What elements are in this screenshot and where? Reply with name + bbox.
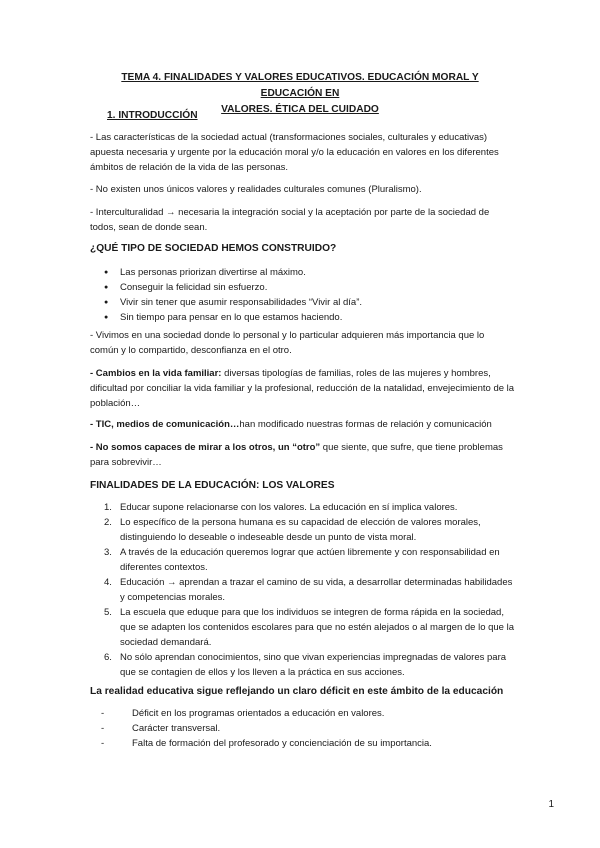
item-number: 4. — [104, 577, 112, 588]
list-item — [106, 545, 516, 575]
item-number: 3. — [104, 547, 112, 558]
finalidades-numbered-list — [106, 500, 516, 680]
title-line-1: TEMA 4. FINALIDADES Y VALORES EDUCATIVOS. EDUCACIÓN MORAL Y EDUCACIÓN EN — [121, 72, 479, 99]
item-number: 1. — [104, 502, 112, 513]
paragraph-5 — [90, 366, 515, 411]
society-bullet-list — [106, 265, 516, 325]
item-text: A través de la educación queremos lograr que actúen libremente y con responsabilidad en diferentes contextos. — [120, 547, 500, 573]
item-text: Educación → aprendan a trazar el camino de su vida, a desarrollar determinadas habilidades y competencias morales. — [120, 577, 513, 603]
list-item: - Déficit en los programas orientados a educación en valores. — [106, 706, 516, 721]
item-text: Lo específico de la persona humana es su capacidad de elección de valores morales, distinguiendo lo deseable o indeseable desde un punto de vista moral. — [120, 517, 481, 543]
paragraph-7 — [90, 440, 515, 470]
list-item: ● Conseguir la felicidad sin esfuerzo. — [106, 280, 516, 295]
paragraph-5-text: diversas tipologías de familias, roles de las mujeres y hombres, dificultad por conciliar la vida familiar y la profesional, reducción de la natalidad, envejecimiento de la población… — [90, 368, 515, 409]
list-item — [106, 650, 516, 680]
page-number: 1 — [548, 799, 554, 810]
title-line-2: VALORES. ÉTICA DEL CUIDADO — [221, 104, 379, 115]
list-item — [106, 605, 516, 650]
deficit-dash-list — [106, 706, 516, 751]
paragraph-1: - Las características de la sociedad actual (transformaciones sociales, culturales y educativas) apuesta necesaria y urgente por la educación moral y/o la educación en valores en los diferentes ámbitos de relación de la vida de las personas. — [90, 132, 499, 173]
list-item: - Falta de formación del profesorado y concienciación de su importancia. — [106, 736, 516, 751]
paragraph-6-text: han modificado nuestras formas de relación y comunicación — [239, 419, 492, 430]
paragraph-7-text: que siente, que sufre, que tiene problemas para sobrevivir… — [90, 442, 503, 468]
paragraph-2: - No existen unos únicos valores y realidades culturales comunes (Pluralismo). — [90, 184, 422, 195]
item-text: No sólo aprendan conocimientos, sino que vivan experiencias impregnadas de valores para que se contagien de ellos y los lleven a la práctica en sus acciones. — [120, 652, 507, 678]
paragraph-5-bold: - Cambios en la vida familiar: — [90, 368, 222, 379]
item-text: La escuela que eduque para que los individuos se integren de forma rápida en la sociedad, que se adapten los contenidos escolares para que no estén alejados o al margen de lo que la sociedad demandará. — [120, 607, 514, 648]
list-item: - Carácter transversal. — [106, 721, 516, 736]
paragraph-3: - Interculturalidad → necesaria la integración social y la aceptación por parte de la sociedad de todos, sean de donde sean. — [90, 207, 490, 233]
finalidades-heading: FINALIDADES DE LA EDUCACIÓN: LOS VALORES — [90, 480, 335, 491]
paragraph-6 — [90, 417, 515, 432]
list-item: ● Sin tiempo para pensar en lo que estamos haciendo. — [106, 310, 516, 325]
list-item — [106, 515, 516, 545]
item-number: 6. — [104, 652, 112, 663]
item-number: 5. — [104, 607, 112, 618]
list-item: ● Las personas priorizan divertirse al máximo. — [106, 265, 516, 280]
paragraph-6-bold: - TIC, medios de comunicación… — [90, 419, 240, 430]
intro-heading: 1. INTRODUCCIÓN — [107, 110, 198, 121]
paragraph-7-bold: - No somos capaces de mirar a los otros, un “otro” — [90, 442, 321, 453]
item-number: 2. — [104, 517, 112, 528]
deficit-heading: La realidad educativa sigue reflejando un claro déficit en este ámbito de la educación — [90, 686, 504, 697]
list-item — [106, 500, 516, 515]
list-item — [106, 575, 516, 605]
paragraph-4: - Vivimos en una sociedad donde lo personal y lo particular adquieren más importancia que lo común y lo compartido, desconfianza en el otro. — [90, 330, 485, 356]
society-heading: ¿QUÉ TIPO DE SOCIEDAD HEMOS CONSTRUIDO? — [90, 243, 337, 254]
item-text: Educar supone relacionarse con los valores. La educación en sí implica valores. — [120, 502, 458, 513]
list-item: ● Vivir sin tener que asumir responsabilidades “Vivir al día”. — [106, 295, 516, 310]
